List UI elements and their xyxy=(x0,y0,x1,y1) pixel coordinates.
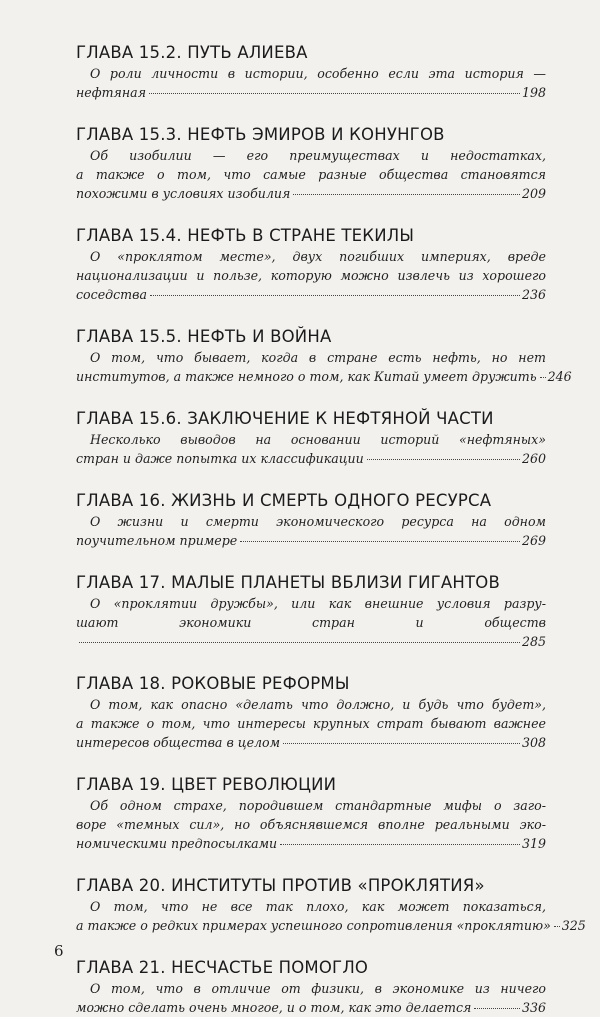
description-line: воре «темных сил», но объяснявшемся вполне реальными эко- xyxy=(76,817,546,832)
dot-leader xyxy=(554,926,560,927)
chapter-description xyxy=(76,64,546,102)
dot-leader xyxy=(149,93,520,94)
leader-line xyxy=(76,449,546,468)
description-last-line: нефтяная xyxy=(76,85,147,100)
description-line: О том, что в отличие от физики, в экономике из ничего xyxy=(90,981,546,996)
chapter-description xyxy=(76,594,546,651)
chapter-heading: ГЛАВА 19. ЦВЕТ РЕВОЛЮЦИИ xyxy=(76,775,337,794)
toc-entry xyxy=(76,957,546,1017)
description-last-line: можно сделать очень многое, и о том, как это делается xyxy=(76,1000,472,1015)
toc-entry xyxy=(76,326,572,386)
page-ref: 269 xyxy=(521,533,546,548)
description-line: О жизни и смерти экономического ресурса на одном xyxy=(90,514,546,529)
description-line: О том, что не все так плохо, как может показаться, xyxy=(90,899,546,914)
dot-leader xyxy=(283,743,520,744)
dot-leader xyxy=(367,459,520,460)
chapter-heading: ГЛАВА 20. ИНСТИТУТЫ ПРОТИВ «ПРОКЛЯТИЯ» xyxy=(76,876,485,895)
dot-leader xyxy=(79,642,520,643)
page-ref: 236 xyxy=(521,287,546,302)
description-line: Несколько выводов на основании историй «нефтяных» xyxy=(90,432,546,447)
chapter-heading: ГЛАВА 16. ЖИЗНЬ И СМЕРТЬ ОДНОГО РЕСУРСА xyxy=(76,491,492,510)
description-line: Об одном страхе, породившем стандартные мифы о заго- xyxy=(90,798,546,813)
chapter-description xyxy=(76,430,546,468)
description-last-line: похожими в условиях изобилия xyxy=(76,186,291,201)
page-ref: 325 xyxy=(561,918,586,933)
dot-leader xyxy=(240,541,520,542)
description-last-line: соседства xyxy=(76,287,147,302)
page-ref: 319 xyxy=(521,836,546,851)
chapter-heading: ГЛАВА 17. МАЛЫЕ ПЛАНЕТЫ ВБЛИЗИ ГИГАНТОВ xyxy=(76,573,500,592)
dot-leader xyxy=(280,844,520,845)
page-ref: 198 xyxy=(521,85,546,100)
page-ref: 308 xyxy=(521,735,546,750)
page-ref: 260 xyxy=(521,451,546,466)
chapter-description xyxy=(76,146,546,203)
description-line: О роли личности в истории, особенно если эта история — xyxy=(90,66,546,81)
dot-leader xyxy=(540,377,546,378)
toc-entry xyxy=(76,225,546,304)
toc-entry xyxy=(76,408,546,468)
dot-leader xyxy=(150,295,520,296)
leader-line xyxy=(76,632,546,651)
leader-line xyxy=(76,916,586,935)
chapter-heading: ГЛАВА 15.6. ЗАКЛЮЧЕНИЕ К НЕФТЯНОЙ ЧАСТИ xyxy=(76,409,494,428)
description-line: О «проклятии дружбы», или как внешние условия разру- xyxy=(90,596,546,611)
toc-entry xyxy=(76,875,586,935)
leader-line xyxy=(76,834,546,853)
leader-line xyxy=(76,367,572,386)
page-ref: 246 xyxy=(547,369,572,384)
chapter-heading: ГЛАВА 15.3. НЕФТЬ ЭМИРОВ И КОНУНГОВ xyxy=(76,125,445,144)
page-ref: 336 xyxy=(521,1000,546,1015)
description-line: О том, что бывает, когда в стране есть нефть, но нет xyxy=(90,350,546,365)
chapter-heading: ГЛАВА 15.4. НЕФТЬ В СТРАНЕ ТЕКИЛЫ xyxy=(76,226,415,245)
toc-entry xyxy=(76,572,546,651)
description-last-line: институтов, а также немного о том, как Китай умеет дружить xyxy=(76,369,537,384)
chapter-heading: ГЛАВА 21. НЕСЧАСТЬЕ ПОМОГЛО xyxy=(76,958,369,977)
description-line: шают экономики стран и обществ xyxy=(76,615,546,630)
chapter-heading: ГЛАВА 15.5. НЕФТЬ И ВОЙНА xyxy=(76,327,332,346)
page-number: 6 xyxy=(54,942,64,960)
description-line: Об изобилии — его преимуществах и недостатках, xyxy=(90,148,546,163)
description-line: О «проклятом месте», двух погибших империях, вреде xyxy=(90,249,546,264)
table-of-contents xyxy=(76,42,586,1017)
chapter-description xyxy=(76,247,546,304)
chapter-description xyxy=(76,512,546,550)
leader-line xyxy=(76,998,546,1017)
chapter-description xyxy=(76,796,546,853)
page-ref: 285 xyxy=(521,634,546,649)
chapter-heading: ГЛАВА 18. РОКОВЫЕ РЕФОРМЫ xyxy=(76,674,350,693)
description-last-line: стран и даже попытка их классификации xyxy=(76,451,364,466)
description-line: а также о том, что интересы крупных страт бывают важнее xyxy=(76,716,546,731)
leader-line xyxy=(76,531,546,550)
leader-line xyxy=(76,83,546,102)
chapter-heading: ГЛАВА 15.2. ПУТЬ АЛИЕВА xyxy=(76,43,308,62)
chapter-description xyxy=(76,897,586,935)
leader-line xyxy=(76,285,546,304)
toc-entry xyxy=(76,490,546,550)
description-line: О том, как опасно «делать что должно, и будь что будет», xyxy=(90,697,546,712)
leader-line xyxy=(76,184,546,203)
chapter-description xyxy=(76,695,546,752)
chapter-description xyxy=(76,348,572,386)
toc-entry xyxy=(76,42,546,102)
description-last-line: поучительном примере xyxy=(76,533,238,548)
dot-leader xyxy=(474,1008,520,1009)
chapter-description xyxy=(76,979,546,1017)
description-line: а также о том, что самые разные общества становятся xyxy=(76,167,546,182)
description-line: национализации и пользе, которую можно извлечь из хорошего xyxy=(76,268,546,283)
dot-leader xyxy=(293,194,520,195)
leader-line xyxy=(76,733,546,752)
description-last-line: номическими предпосылками xyxy=(76,836,278,851)
description-last-line: интересов общества в целом xyxy=(76,735,281,750)
page-ref: 209 xyxy=(521,186,546,201)
description-last-line: а также о редких примерах успешного сопротивления «проклятию» xyxy=(76,918,551,933)
toc-entry xyxy=(76,124,546,203)
toc-entry xyxy=(76,673,546,752)
toc-entry xyxy=(76,774,546,853)
